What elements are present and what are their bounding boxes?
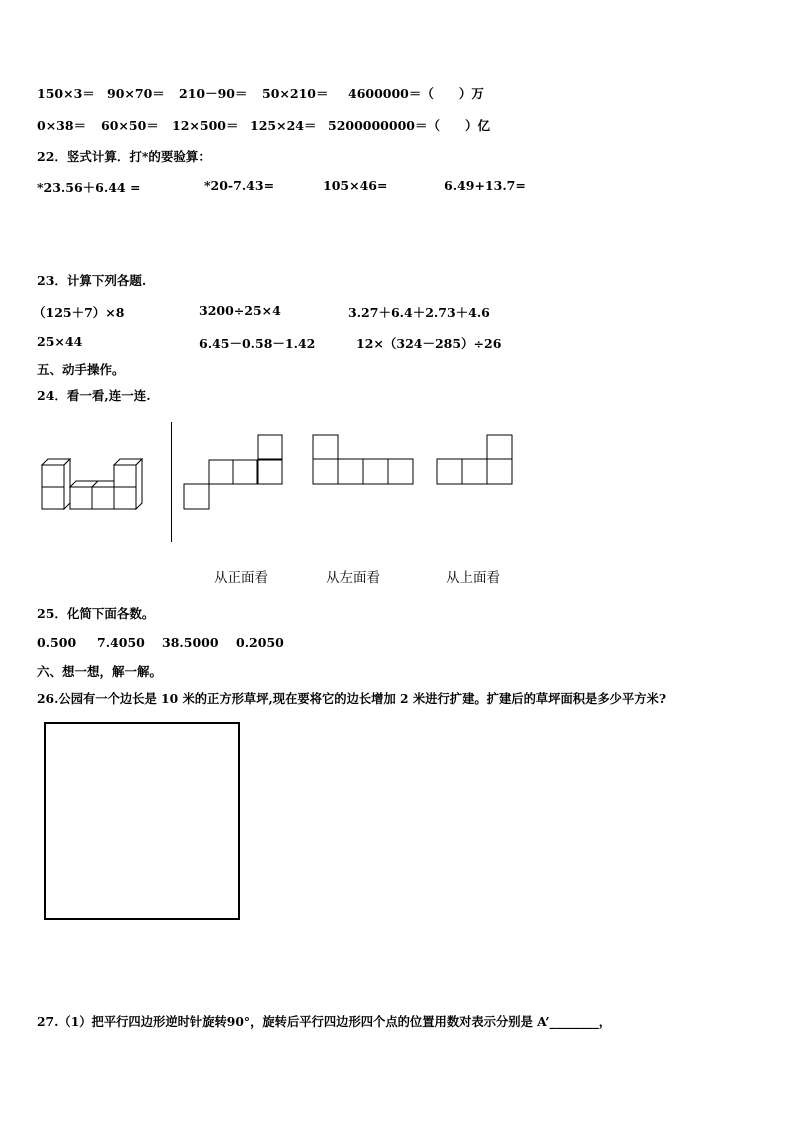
view-grid-top — [436, 434, 516, 488]
expr-r1-3: 210－90＝ — [179, 86, 248, 101]
view-grid-front — [183, 434, 285, 512]
q26-title: 26.公园有一个边长是 10 米的正方形草坪,现在要将它的边长增加 2 米进行扩建。扩建后的草坪面积是多少平方米? — [37, 691, 667, 706]
q22-item-1: *23.56＋6.44 = — [37, 180, 141, 195]
q23-r1-1: （125＋7）×8 — [33, 305, 125, 320]
q24-title: 24．看一看,连一连. — [37, 388, 151, 403]
q25-number-2: 7.4050 — [97, 635, 145, 650]
q25-number-1: 0.500 — [37, 635, 77, 650]
section-5-heading: 五、动手操作。 — [37, 362, 125, 377]
expr-r1-5: 4600000＝（ ）万 — [348, 86, 484, 101]
q23-r1-3: 3.27＋6.4＋2.73＋4.6 — [348, 305, 490, 320]
expr-r2-4: 125×24＝ — [250, 118, 317, 133]
q23-r2-2: 6.45－0.58－1.42 — [199, 336, 316, 351]
expr-r1-4: 50×210＝ — [262, 86, 329, 101]
q25-title: 25．化简下面各数。 — [37, 606, 155, 621]
section-6-heading: 六、想一想，解一解。 — [37, 664, 163, 679]
q22-title: 22．竖式计算．打*的要验算： — [37, 149, 211, 164]
q22-item-4: 6.49+13.7= — [444, 178, 526, 193]
expr-r1-2: 90×70＝ — [107, 86, 165, 101]
divider-line — [171, 422, 172, 542]
q22-item-3: 105×46= — [323, 178, 388, 193]
label-front-view: 从正面看 — [214, 570, 268, 586]
q22-item-2: *20-7.43= — [204, 178, 275, 193]
cube-solid-figure — [38, 455, 158, 515]
square-lawn-figure — [44, 722, 240, 920]
q23-r2-3: 12×（324－285）÷26 — [356, 336, 502, 351]
expr-r1-1: 150×3＝ — [37, 86, 95, 101]
q25-number-3: 38.5000 — [162, 635, 219, 650]
q23-r2-1: 25×44 — [37, 334, 83, 349]
expr-r2-1: 0×38＝ — [37, 118, 87, 133]
expr-r2-2: 60×50＝ — [101, 118, 159, 133]
view-grid-left — [312, 434, 416, 488]
q25-number-4: 0.2050 — [236, 635, 284, 650]
q27-title: 27.（1）把平行四边形逆时针旋转90°，旋转后平行四边形四个点的位置用数对表示分别是 A’________， — [37, 1014, 612, 1029]
expr-r2-5: 5200000000＝（ ）亿 — [328, 118, 490, 133]
label-top-view: 从上面看 — [446, 570, 500, 586]
q23-r1-2: 3200÷25×4 — [199, 303, 281, 318]
expr-r2-3: 12×500＝ — [172, 118, 239, 133]
q23-title: 23．计算下列各题. — [37, 273, 147, 288]
label-left-view: 从左面看 — [326, 570, 380, 586]
